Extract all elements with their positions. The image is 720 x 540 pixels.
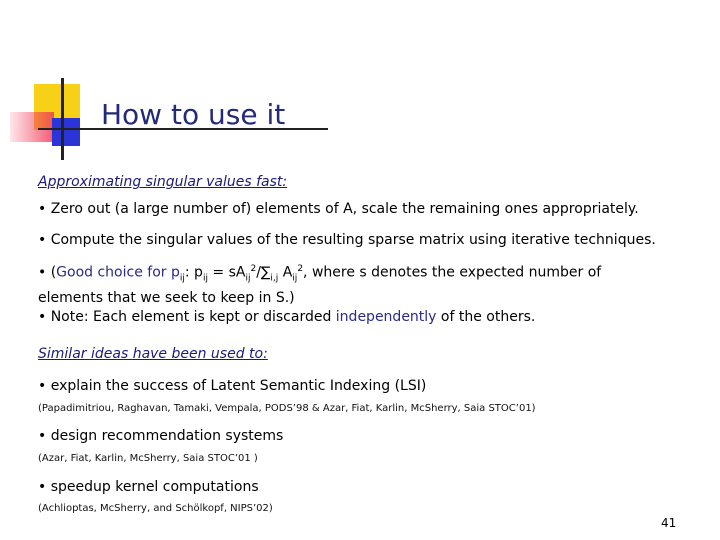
bullet-good-choice bbox=[38, 259, 698, 308]
bullet-compute: • Compute the singular values of the resulting sparse matrix using iterative techniques. bbox=[38, 232, 656, 248]
item-kernel: • speedup kernel computations bbox=[38, 479, 259, 495]
bullet3-sub-ij-4: i,j bbox=[270, 273, 279, 284]
logo-red-bar bbox=[10, 112, 54, 142]
bullet-note bbox=[38, 307, 698, 327]
citation-kernel: (Achlioptas, McSherry, and Schölkopf, NIPS’02) bbox=[38, 503, 273, 514]
bullet3-rest1: , where s denotes the expected number of bbox=[303, 264, 602, 281]
bullet3-sub-ij-5: ij bbox=[292, 273, 298, 284]
bullet3-div: /∑ bbox=[256, 264, 271, 281]
bullet3-colon: : p bbox=[184, 264, 203, 281]
bullet3-open: • ( bbox=[38, 264, 57, 281]
logo-blue-square bbox=[52, 118, 80, 146]
slide-title: How to use it bbox=[101, 98, 286, 131]
bullet4-independently: independently bbox=[335, 309, 437, 325]
citation-lsi: (Papadimitriou, Raghavan, Tamaki, Vempala, PODS’98 & Azar, Fiat, Karlin, McSherry, Saia STOC’01) bbox=[38, 403, 536, 414]
bullet3-sub-ij-3: ij bbox=[245, 273, 251, 284]
bullet3-good-choice: Good choice for p bbox=[56, 264, 180, 281]
bullet3-sup-2-2: 2 bbox=[297, 264, 304, 274]
logo-vertical-line bbox=[61, 78, 64, 160]
heading-approximating: Approximating singular values fast: bbox=[38, 174, 288, 190]
bullet-zero-out: • Zero out (a large number of) elements of A, scale the remaining ones appropriately. bbox=[38, 201, 639, 217]
bullet3-eq: = sA bbox=[207, 264, 246, 281]
bullet4-post: of the others. bbox=[436, 309, 536, 325]
bullet3-sub-ij-2: ij bbox=[202, 273, 208, 284]
bullet3-sup-2-1: 2 bbox=[250, 264, 257, 274]
heading-similar-ideas: Similar ideas have been used to: bbox=[38, 346, 268, 362]
item-recommendation: • design recommendation systems bbox=[38, 428, 284, 444]
citation-recommendation: (Azar, Fiat, Karlin, McSherry, Saia STOC’01 ) bbox=[38, 453, 258, 464]
item-lsi: • explain the success of Latent Semantic Indexing (LSI) bbox=[38, 378, 427, 394]
bullet3-a: A bbox=[278, 264, 293, 281]
bullet3-sub-ij-1: ij bbox=[179, 273, 185, 284]
page-number: 41 bbox=[661, 516, 677, 530]
bullet3-rest2: elements that we seek to keep in S.) bbox=[38, 290, 295, 307]
bullet4-pre: • Note: Each element is kept or discarded bbox=[38, 309, 336, 325]
